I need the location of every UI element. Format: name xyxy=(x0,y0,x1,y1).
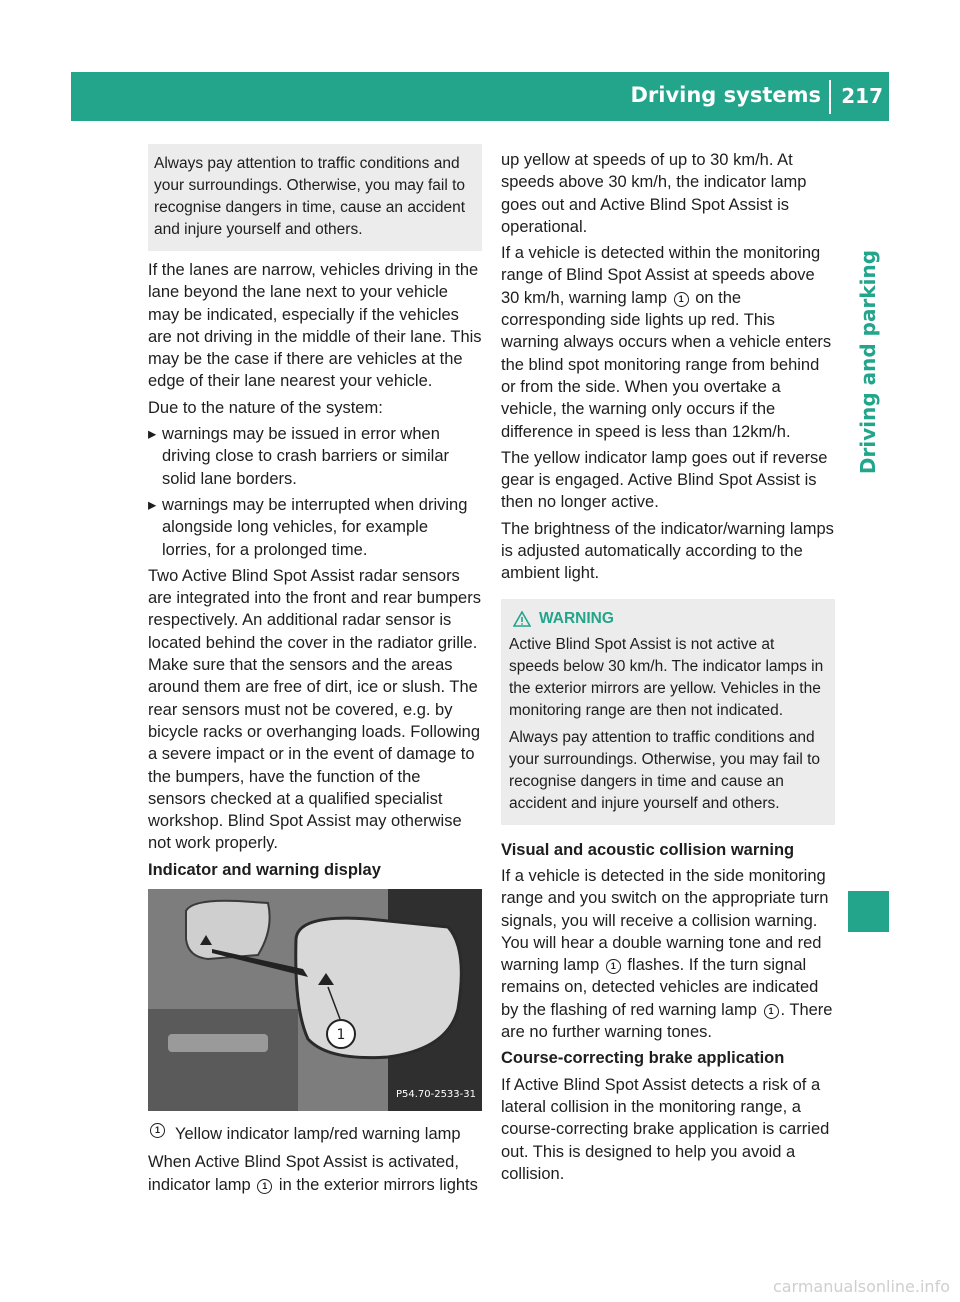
callout-number: 1 xyxy=(336,1027,346,1044)
chapter-marker xyxy=(848,891,889,932)
warning-title: WARNING xyxy=(539,609,614,627)
right-column xyxy=(501,149,835,1189)
warning-text: Active Blind Spot Assist is not active at speeds below 30 km/h. The indicator lamps in the exterior mirrors are yellow. Vehicles in the monitoring range are then not indicated. xyxy=(509,635,824,719)
warning-header xyxy=(509,608,827,630)
subheading: Indicator and warning display xyxy=(148,860,381,879)
paragraph: Due to the nature of the system: xyxy=(148,398,383,417)
list-item xyxy=(148,423,482,490)
caption-text: Yellow indicator lamp/red warning lamp xyxy=(175,1125,461,1144)
paragraph: If Active Blind Spot Assist detects a risk of a lateral collision in the monitoring range, a course-correcting brake application is carried out. This is designed to help you avoid a collision. xyxy=(501,1075,830,1183)
header-divider xyxy=(829,80,831,114)
bullet-icon: ▸ xyxy=(148,495,157,514)
mirror-illustration xyxy=(148,889,482,1111)
paragraph: The brightness of the indicator/warning lamps is adjusted automatically according to the ambient light. xyxy=(501,519,834,583)
callout-marker: 1 xyxy=(606,959,621,974)
paragraph: If the lanes are narrow, vehicles driving in the lane beyond the lane next to your vehicle may be indicated, especially if the vehicles are not driving in the middle of their lane. This may be the case if there are vehicles at the edge of their lane nearest your vehicle. xyxy=(148,261,482,391)
paragraph: When Active Blind Spot Assist is activated, indicator lamp 1 in the exterior mirrors lights xyxy=(148,1153,478,1194)
warning-box xyxy=(501,599,835,825)
heading-brake-application: Course-correcting brake application xyxy=(501,1049,785,1068)
callout-marker: 1 xyxy=(674,292,689,307)
figure-code: P54.70-2533-31 xyxy=(395,1088,476,1100)
list-item-text: warnings may be issued in error when driving close to crash barriers or similar solid lane borders. xyxy=(162,425,450,488)
callout-marker: 1 xyxy=(257,1179,272,1194)
footer-watermark: carmanualsonline.info xyxy=(772,1277,950,1296)
chapter-tab xyxy=(848,230,889,500)
chapter-tab-label: Driving and parking xyxy=(856,249,880,475)
callout-marker: 1 xyxy=(150,1123,165,1138)
paragraph: The yellow indicator lamp goes out if reverse gear is engaged. Active Blind Spot Assist is then no longer active. xyxy=(501,448,828,512)
section-title: Driving systems xyxy=(630,83,821,107)
header-band xyxy=(71,72,889,121)
paragraph: up yellow at speeds of up to 30 km/h. At speeds above 30 km/h, the indicator lamp goes out and Active Blind Spot Assist is operational. xyxy=(501,151,807,236)
paragraph: If a vehicle is detected in the side monitoring range and you switch on the appropriate turn signals, you will receive a collision warning. You will hear a double warning tone and red warning lamp 1 flashes. If the turn signal remains on, detected vehicles are indicated by the flashing of red warning lamp 1 . There are no further warning tones. xyxy=(501,866,833,1042)
list-item xyxy=(148,494,482,561)
left-column xyxy=(148,149,482,1200)
page-number: 217 xyxy=(841,84,883,108)
paragraph: Two Active Blind Spot Assist radar sensors are integrated into the front and rear bumpers respectively. An additional radar sensor is located behind the cover in the radiator grille. Make sure that the sensors and the areas around them are free of dirt, ice or slush. The rear sensors must not be covered, e.g. by bicycle racks or overhanging loads. Following a severe impact or in the event of damage to the bumpers, have the function of the sensors checked at a qualified specialist workshop. Blind Spot Assist may otherwise not work properly. xyxy=(148,566,481,853)
list-item-text: warnings may be interrupted when driving alongside long vehicles, for example lorries, for a prolonged time. xyxy=(162,495,468,559)
bullet-icon: ▸ xyxy=(148,425,157,444)
figure-caption xyxy=(148,1123,482,1145)
heading-collision-warning: Visual and acoustic collision warning xyxy=(501,840,795,859)
callout-marker: 1 xyxy=(764,1004,779,1019)
mirror-figure xyxy=(148,889,482,1111)
warning-triangle-icon xyxy=(513,611,531,627)
warning-text: Always pay attention to traffic conditions and your surroundings. Otherwise, you may fail to recognise dangers in time and cause an accident and injure yourself and others. xyxy=(509,728,820,812)
paragraph: If a vehicle is detected within the monitoring range of Blind Spot Assist at speeds above 30 km/h, warning lamp 1 on the corresponding side lights up red. This warning always occurs when a vehicle enters the blind spot monitoring range from behind or from the side. When you overtake a vehicle, the warning only occurs if the difference in speed is less than 12km/h. xyxy=(501,244,832,441)
note-text: Always pay attention to traffic conditions and your surroundings. Otherwise, you may fail to recognise dangers in time, cause an accident and injure yourself and others. xyxy=(154,155,466,238)
note-box xyxy=(148,144,482,251)
